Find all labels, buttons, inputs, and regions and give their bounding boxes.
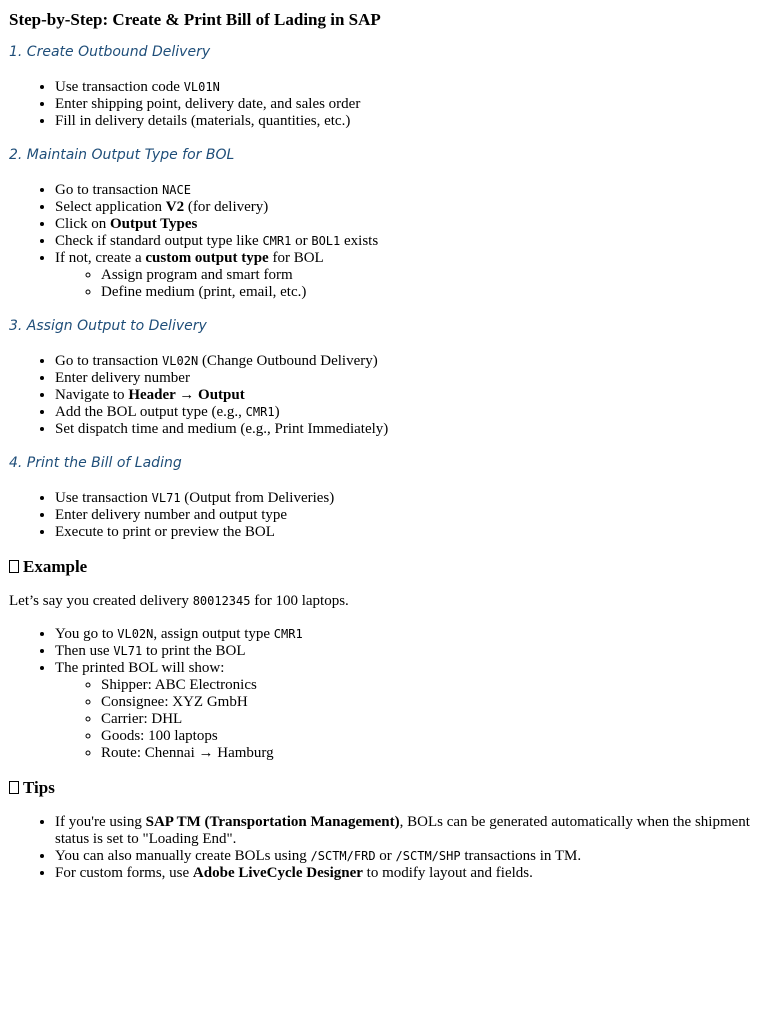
missing-glyph-icon — [9, 781, 19, 794]
output-type-code: BOL1 — [311, 234, 341, 248]
sub-list — [55, 677, 759, 762]
output-type-code: CMR1 — [273, 627, 303, 641]
list-item: • For custom forms, use Adobe LiveCycle Designer to modify layout and fields. — [55, 865, 759, 882]
section-3-heading: 3. Assign Output to Delivery — [9, 318, 207, 334]
list-item: • Use transaction VL71 (Output from Deliveries) — [55, 490, 759, 507]
tips-list — [9, 814, 759, 882]
list-item: • Go to transaction VL02N (Change Outbound Delivery) — [55, 353, 759, 370]
list-item: • Fill in delivery details (materials, quantities, etc.) — [55, 113, 759, 130]
section-4-heading: 4. Print the Bill of Lading — [9, 455, 182, 471]
list-item: • Check if standard output type like CMR1 or BOL1 exists — [55, 233, 759, 250]
transaction-code: VL71 — [151, 491, 181, 505]
section-1-list — [9, 79, 759, 130]
list-item: • Enter delivery number — [55, 370, 759, 387]
section-1-heading: 1. Create Outbound Delivery — [9, 44, 211, 60]
transaction-code: VL01N — [183, 80, 220, 94]
section-3-list — [9, 353, 759, 438]
page-title: Step-by-Step: Create & Print Bill of Lading in SAP — [9, 10, 381, 29]
sub-list — [55, 267, 759, 301]
sub-list-item: ◦ Define medium (print, email, etc.) — [101, 284, 759, 301]
transaction-code: VL02N — [162, 354, 199, 368]
sub-list-item: ◦ Goods: 100 laptops — [101, 728, 759, 745]
example-intro: Let’s say you created delivery 80012345 for 100 laptops. — [9, 593, 349, 609]
transaction-code: /SCTM/SHP — [395, 849, 461, 863]
transaction-code: VL71 — [113, 644, 143, 658]
section-4-list — [9, 490, 759, 541]
list-item: • If you're using SAP TM (Transportation Management), BOLs can be generated automatically when the shipment status is set to "Loading End". — [55, 814, 759, 848]
list-item: • Add the BOL output type (e.g., CMR1) — [55, 404, 759, 421]
list-item: • If not, create a custom output type for BOL ◦ Assign program and smart form ◦ Define medium (print, email, etc.) — [55, 250, 759, 301]
list-item: • Navigate to Header → Output — [55, 387, 759, 404]
sub-list-item: ◦ Carrier: DHL — [101, 711, 759, 728]
list-item: • Execute to print or preview the BOL — [55, 524, 759, 541]
output-type-code: CMR1 — [262, 234, 292, 248]
example-list — [9, 626, 759, 762]
sub-list-item: ◦ Route: Chennai → Hamburg — [101, 745, 759, 762]
list-item: • You go to VL02N, assign output type CMR1 — [55, 626, 759, 643]
list-item: • Set dispatch time and medium (e.g., Print Immediately) — [55, 421, 759, 438]
tips-heading: Tips — [9, 778, 759, 798]
transaction-code: NACE — [162, 183, 191, 197]
list-item: • Go to transaction NACE — [55, 182, 759, 199]
list-item: • You can also manually create BOLs using /SCTM/FRD or /SCTM/SHP transactions in TM. — [55, 848, 759, 865]
output-type-code: CMR1 — [245, 405, 275, 419]
sub-list-item: ◦ Shipper: ABC Electronics — [101, 677, 759, 694]
sub-list-item: ◦ Consignee: XYZ GmbH — [101, 694, 759, 711]
section-2-list — [9, 182, 759, 301]
list-item: • Click on Output Types — [55, 216, 759, 233]
sub-list-item: ◦ Assign program and smart form — [101, 267, 759, 284]
list-item: • Select application V2 (for delivery) — [55, 199, 759, 216]
example-heading: Example — [9, 557, 759, 577]
transaction-code: /SCTM/FRD — [310, 849, 376, 863]
list-item: • The printed BOL will show: ◦ Shipper: ABC Electronics ◦ Consignee: XYZ GmbH ◦ Carrier: DHL ◦ Goods: 100 laptops ◦ Route: Chennai → Hamburg — [55, 660, 759, 762]
list-item: • Enter delivery number and output type — [55, 507, 759, 524]
section-2-heading: 2. Maintain Output Type for BOL — [9, 147, 235, 163]
delivery-number: 80012345 — [192, 594, 251, 608]
list-item: • Then use VL71 to print the BOL — [55, 643, 759, 660]
transaction-code: VL02N — [117, 627, 154, 641]
missing-glyph-icon — [9, 560, 19, 573]
list-item: • Enter shipping point, delivery date, and sales order — [55, 96, 759, 113]
list-item: • Use transaction code VL01N — [55, 79, 759, 96]
